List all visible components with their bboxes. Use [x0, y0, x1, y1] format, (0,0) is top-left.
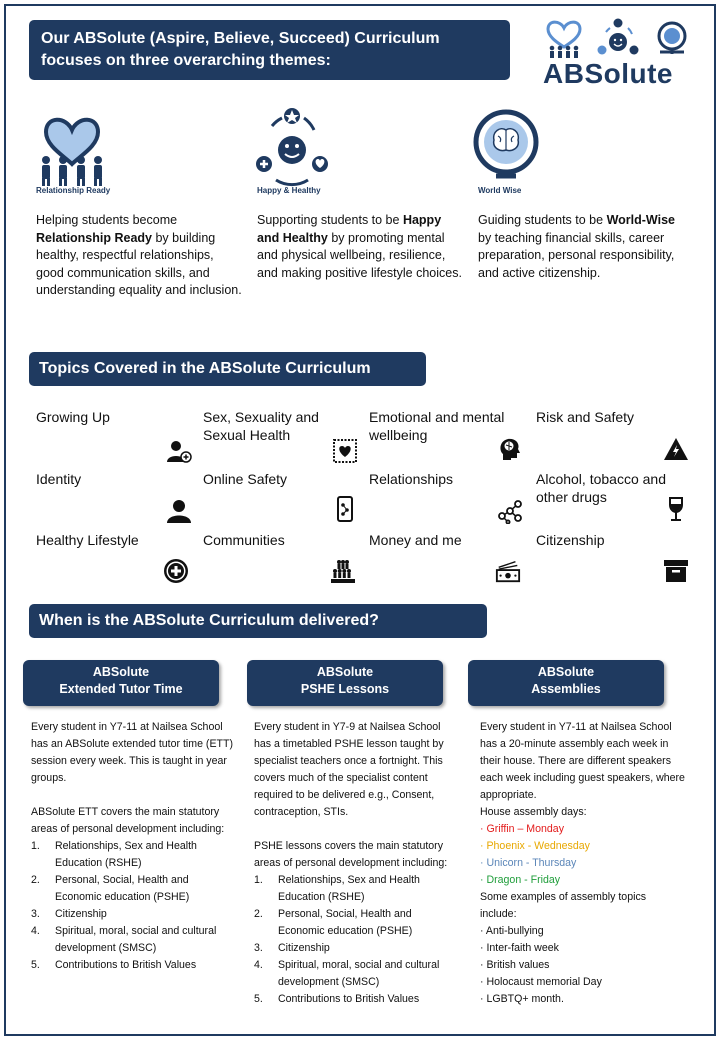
people-heart-icon — [32, 102, 112, 198]
topic-communities: Communities — [203, 532, 285, 548]
wine-glass-icon — [663, 496, 689, 522]
card-assemblies: ABSolute Assemblies — [468, 660, 664, 706]
list-item: 3. Citizenship — [254, 942, 330, 954]
assemblies-column — [480, 719, 685, 1008]
ett-lead: ABSolute ETT covers the main statutory areas of personal development including: — [31, 806, 225, 835]
assembly-examples-label: Some examples of assembly topics include: — [480, 891, 647, 920]
assembly-example: · British values — [480, 959, 550, 971]
topic-citizenship: Citizenship — [536, 532, 605, 548]
delivery-heading: When is the ABSolute Curriculum delivered? — [29, 604, 487, 638]
person-add-icon — [166, 438, 192, 464]
assembly-day-unicorn: · Unicorn - Thursday — [480, 857, 577, 869]
pshe-column — [254, 719, 459, 1008]
banknotes-icon — [495, 558, 521, 584]
topic-identity: Identity — [36, 471, 82, 487]
list-item: 2. Personal, Social, Health and Economic education (PSHE) — [254, 908, 413, 937]
person-icon — [166, 498, 192, 524]
assembly-example: · Anti-bullying — [480, 925, 544, 937]
theme-text-relationship-ready: Helping students become Relationship Ready by building healthy, respectful relationships, good communication skills, and understanding equality and inclusion. — [36, 213, 242, 298]
topic-risk-safety: Risk and Safety — [536, 409, 635, 425]
logo-wordmark: ABSolute — [543, 58, 673, 89]
topics-heading: Topics Covered in the ABSolute Curriculum — [29, 352, 426, 386]
relationship-ready-caption: Relationship Ready — [36, 186, 111, 195]
list-item: 4. Spiritual, moral, social and cultural development (SMSC) — [31, 925, 217, 954]
warning-triangle-icon — [663, 436, 689, 462]
ett-column — [31, 719, 236, 974]
assembly-day-griffin: · Griffin – Monday — [480, 823, 564, 835]
archive-box-icon — [663, 558, 689, 584]
list-item: 5. Contributions to British Values — [254, 993, 420, 1005]
plus-circle-icon — [163, 558, 189, 584]
list-item: 5. Contributions to British Values — [31, 959, 197, 971]
topic-money: Money and me — [369, 532, 462, 548]
topic-online-safety: Online Safety — [203, 471, 288, 487]
pshe-intro: Every student in Y7-9 at Nailsea School has a timetabled PSHE lesson taught by specialist teachers once a fortnight. This covers much of the specialist content required to be delivered e.g., Consent, contraception, STIs. — [254, 721, 444, 818]
list-item: 1. Relationships, Sex and Health Education (RSHE) — [31, 840, 197, 869]
heart-stamp-icon — [332, 438, 358, 464]
list-item: 1. Relationships, Sex and Health Education (RSHE) — [254, 874, 420, 903]
ett-list — [31, 838, 236, 974]
pshe-list — [254, 872, 459, 1008]
topic-alcohol-drugs: Alcohol, tobacco and other drugs — [536, 471, 666, 505]
theme-text-world-wise: Guiding students to be World-Wise by teaching financial skills, career preparation, personal responsibility, and active citizenship. — [478, 213, 675, 280]
card-pshe-lessons: ABSolute PSHE Lessons — [247, 660, 443, 706]
pshe-lead: PSHE lessons covers the main statutory areas of personal development including: — [254, 840, 448, 869]
assembly-days-label: House assembly days: — [480, 806, 587, 818]
theme-text-happy-healthy: Supporting students to be Happy and Healthy by promoting mental and physical wellbeing, resilience, and making positive lifestyle choices. — [257, 213, 462, 280]
assembly-example: · Inter-faith week — [480, 942, 559, 954]
assembly-day-phoenix: · Phoenix - Wednesday — [480, 840, 590, 852]
network-icon — [497, 498, 523, 524]
page-title-line1: Our ABSolute (Aspire, Believe, Succeed) Curriculum — [41, 30, 440, 47]
assembly-example: · LGBTQ+ month. — [480, 993, 564, 1005]
card-extended-tutor-time: ABSolute Extended Tutor Time — [23, 660, 219, 706]
topic-healthy-lifestyle: Healthy Lifestyle — [36, 532, 139, 548]
list-item: 2. Personal, Social, Health and Economic education (PSHE) — [31, 874, 190, 903]
list-item: 4. Spiritual, moral, social and cultural development (SMSC) — [254, 959, 440, 988]
world-wise-caption: World Wise — [478, 186, 522, 195]
page-title-line2: focuses on three overarching themes: — [41, 52, 331, 69]
mobile-phone-icon — [332, 496, 358, 522]
assembly-day-dragon: · Dragon - Friday — [480, 874, 561, 886]
topic-emotional-wellbeing: Emotional and mental wellbeing — [369, 409, 505, 443]
assemblies-intro: Every student in Y7-11 at Nailsea School has a 20-minute assembly each week in their house. There are different speakers each week including guest speakers, where appropriate. — [480, 721, 685, 801]
topic-relationships: Relationships — [369, 471, 454, 487]
happy-healthy-caption: Happy & Healthy — [257, 186, 321, 195]
list-item: 3. Citizenship — [31, 908, 107, 920]
head-brain-icon — [497, 436, 523, 462]
assembly-example: · Holocaust memorial Day — [480, 976, 602, 988]
crowd-icon — [330, 558, 356, 584]
page-title — [29, 20, 510, 80]
topic-growing-up: Growing Up — [36, 409, 110, 425]
topic-sex-sexuality: Sex, Sexuality and Sexual Health — [203, 409, 319, 443]
ett-intro: Every student in Y7-11 at Nailsea School has an ABSolute extended tutor time (ETT) session every week. This is taught in year groups. — [31, 721, 233, 784]
